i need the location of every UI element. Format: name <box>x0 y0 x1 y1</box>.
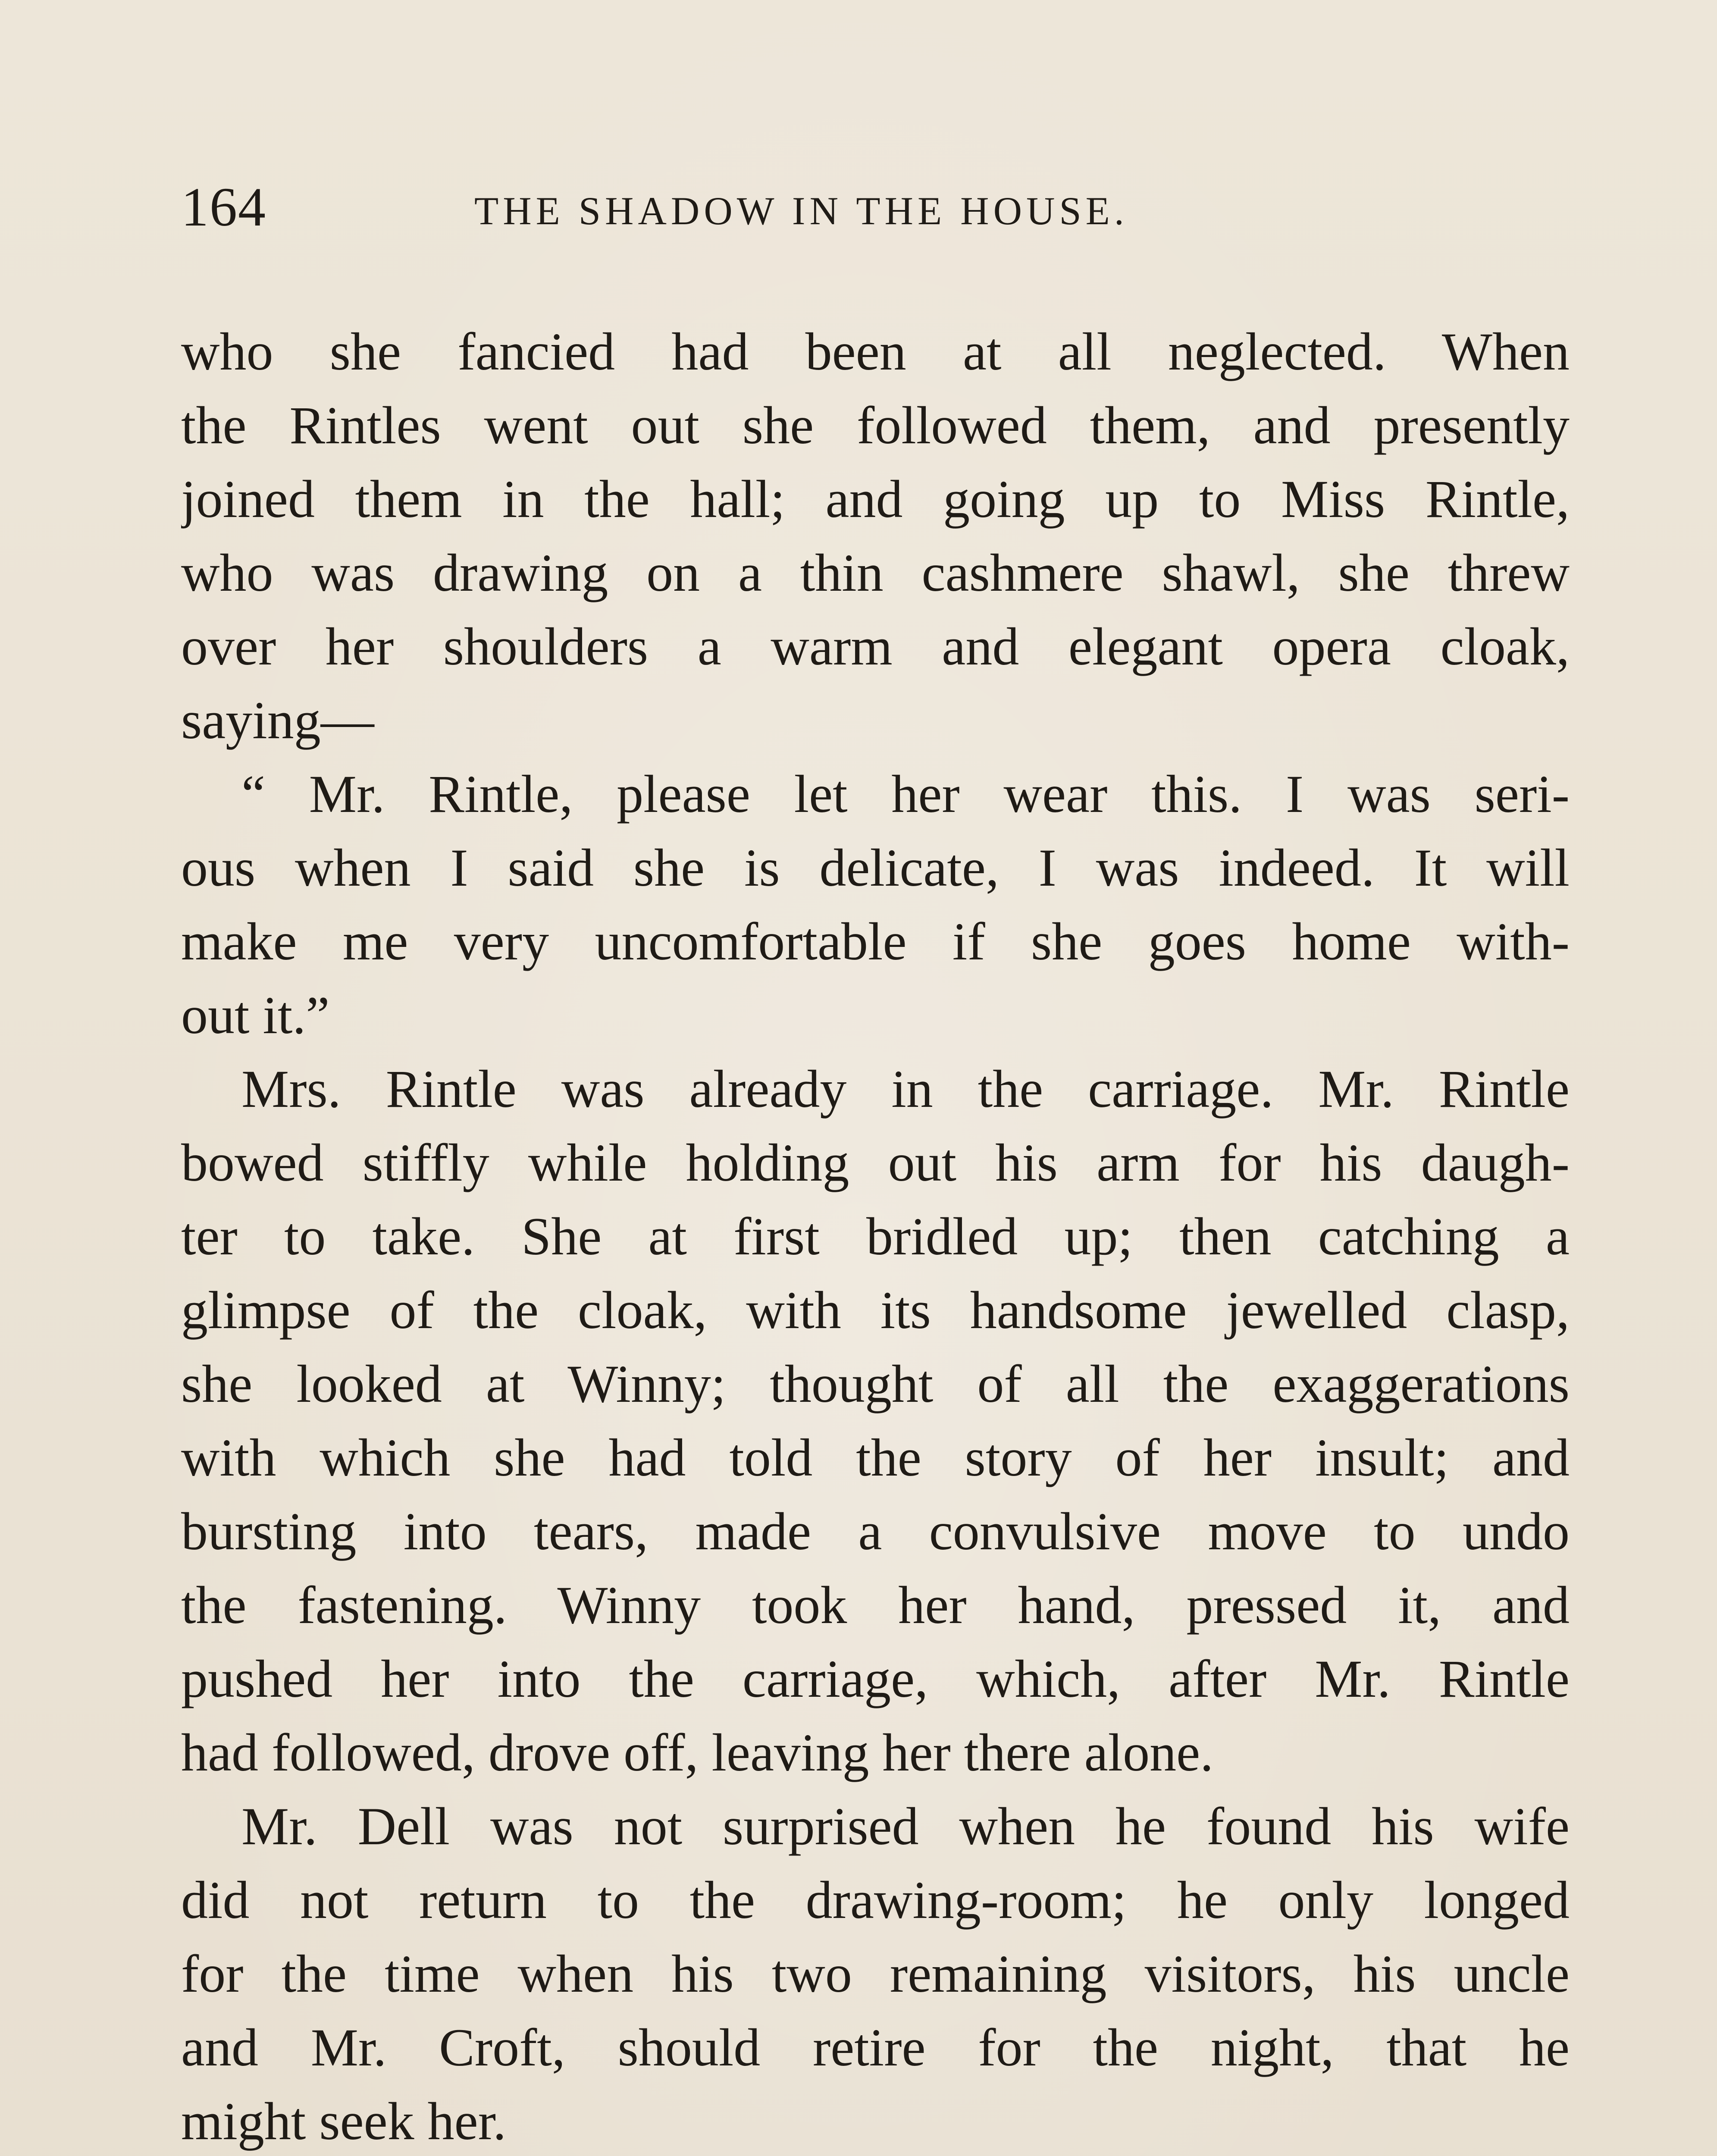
page-number: 164 <box>181 176 266 238</box>
body-text <box>181 315 1570 2156</box>
text-line: saying— <box>181 691 374 750</box>
text-line: out it.” <box>181 986 330 1045</box>
text-line: joined them in the hall; and going up to Miss Rintle, <box>181 470 1570 529</box>
text-line: who was drawing on a thin cashmere shawl, she threw <box>181 543 1570 602</box>
text-line: Mrs. Rintle was already in the carriage. Mr. Rintle <box>241 1059 1570 1119</box>
text-line: might seek her. <box>181 2092 507 2151</box>
text-line: over her shoulders a warm and elegant opera cloak, <box>181 617 1570 676</box>
text-line: ter to take. She at first bridled up; then catching a <box>181 1207 1570 1266</box>
text-line: for the time when his two remaining visitors, his uncle <box>181 1944 1570 2003</box>
text-line: bursting into tears, made a convulsive move to undo <box>181 1502 1570 1561</box>
text-line: she looked at Winny; thought of all the exaggerations <box>181 1354 1570 1413</box>
text-line: the fastening. Winny took her hand, pressed it, and <box>181 1576 1570 1635</box>
text-line: with which she had told the story of her insult; and <box>181 1428 1570 1487</box>
text-line: did not return to the drawing-room; he only longed <box>181 1871 1570 1930</box>
text-line: who she fancied had been at all neglected. When <box>181 322 1570 381</box>
text-line: had followed, drove off, leaving her there alone. <box>181 1723 1214 1782</box>
text-line: Mr. Dell was not surprised when he found his wife <box>241 1797 1570 1856</box>
text-line: and Mr. Croft, should retire for the night, that he <box>181 2018 1570 2077</box>
text-line: glimpse of the cloak, with its handsome jewelled clasp, <box>181 1281 1570 1340</box>
text-line: “ Mr. Rintle, please let her wear this. I was seri- <box>241 765 1570 824</box>
text-line: ous when I said she is delicate, I was indeed. It will <box>181 838 1570 897</box>
page-header <box>181 172 1574 241</box>
text-line: bowed stiffly while holding out his arm for his daugh- <box>181 1133 1570 1192</box>
running-head: THE SHADOW IN THE HOUSE. <box>474 189 1128 233</box>
text-line: make me very uncomfortable if she goes home with- <box>181 912 1570 971</box>
text-line: pushed her into the carriage, which, after Mr. Rintle <box>181 1649 1570 1708</box>
text-line: the Rintles went out she followed them, and presently <box>181 396 1570 455</box>
